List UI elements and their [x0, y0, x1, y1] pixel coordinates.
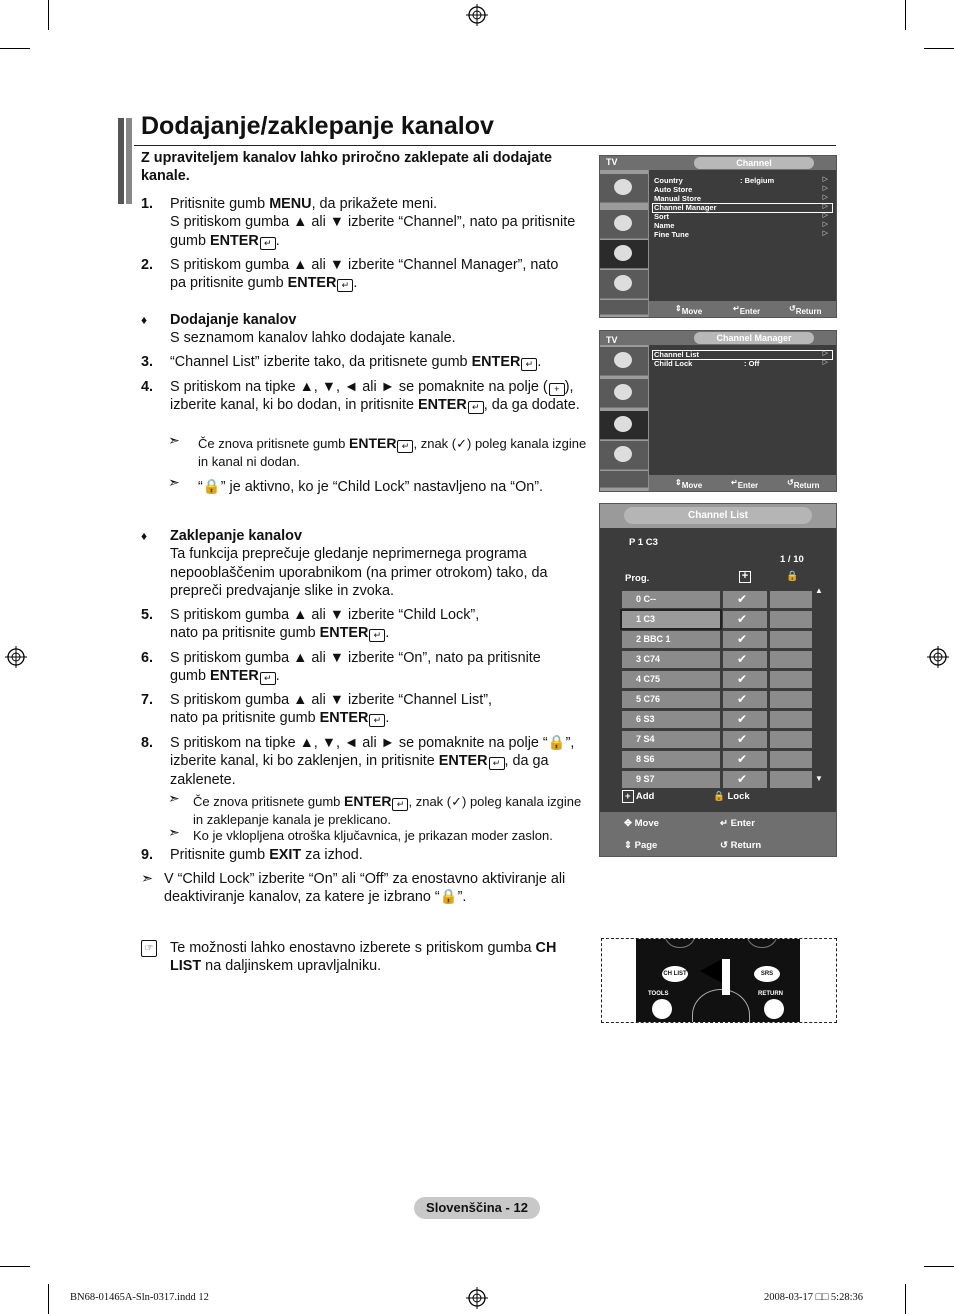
channel-row[interactable]	[622, 611, 720, 628]
bullet-icon: ♦	[141, 529, 148, 543]
channel-label: 5 C76	[636, 694, 661, 704]
move-hint: ✥ Move	[624, 818, 659, 829]
add-cell[interactable]	[723, 751, 767, 768]
lock-column-icon: 🔒	[786, 571, 799, 582]
note-arrow-icon: ➣	[168, 474, 180, 490]
step-number: 6.	[141, 650, 154, 666]
check-icon: ✔	[737, 752, 748, 766]
channel-row[interactable]	[622, 771, 720, 788]
note-text: “🔒” je aktivno, ko je “Child Lock” nastavljeno na “On”.	[198, 479, 544, 495]
registration-mark-icon	[466, 4, 488, 26]
add-cell[interactable]	[723, 671, 767, 688]
bullet-icon: ♦	[141, 313, 148, 327]
return-label: RETURN	[758, 991, 783, 997]
note-arrow-icon: ➣	[168, 824, 180, 840]
channel-row[interactable]	[622, 671, 720, 688]
enter-icon: ↵	[337, 279, 353, 292]
channel-row[interactable]	[622, 731, 720, 748]
channel-row[interactable]	[622, 651, 720, 668]
channel-label: 2 BBC 1	[636, 634, 671, 644]
channel-label: 0 C--	[636, 594, 656, 604]
add-cell[interactable]	[723, 611, 767, 628]
arrow-right-icon: ▷	[822, 185, 828, 192]
tv-screen-channel-list	[599, 503, 837, 857]
print-slug-right: 2008-03-17 □□ 5:28:36	[764, 1292, 864, 1303]
step-number: 4.	[141, 379, 154, 395]
note-text: V “Child Lock” izberite “On” ali “Off” za enostavno aktiviranje ali deaktiviranje kanalov, za katere je izbrano “🔒”.	[164, 871, 566, 906]
picture-menu-icon[interactable]	[600, 347, 648, 376]
add-legend: + Add	[622, 791, 654, 802]
lock-cell[interactable]	[770, 591, 812, 608]
arrow-right-icon: ▷	[822, 350, 828, 357]
step-7-text: S pritiskom gumba ▲ ali ▼ izberite “Channel List”, nato pa pritisnite gumb ENTER ↵ .	[170, 692, 493, 727]
registration-mark-icon	[466, 1287, 488, 1309]
note-arrow-icon: ➣	[168, 432, 180, 448]
step-number: 9.	[141, 847, 154, 863]
input-menu-icon[interactable]	[600, 300, 648, 315]
step-number: 7.	[141, 692, 154, 708]
arrow-right-icon: ▷	[822, 359, 828, 366]
screen-tag: TV	[606, 157, 618, 167]
tip-text: Te možnosti lahko enostavno izberete s pritiskom gumba CH LIST na daljinskem upravljalniku.	[170, 940, 557, 975]
print-slug-left: BN68-01465A-Sln-0317.indd 12	[70, 1292, 209, 1303]
tools-button[interactable]	[652, 999, 672, 1019]
enter-icon: ↵	[392, 798, 408, 811]
channel-label: 3 C74	[636, 654, 661, 664]
enter-icon: ↵	[468, 401, 484, 414]
add-column-icon: +	[739, 571, 751, 583]
step-6-text: S pritiskom gumba ▲ ali ▼ izberite “On”, nato pa pritisnite gumb ENTER ↵ .	[170, 650, 541, 685]
step-3-text: “Channel List” izberite tako, da pritisnete gumb ENTER ↵ .	[170, 354, 542, 370]
arrow-right-icon: ▷	[822, 194, 828, 201]
check-icon: ✔	[737, 712, 748, 726]
move-hint: ⇕ Move	[675, 478, 703, 490]
channel-menu-icon[interactable]	[600, 240, 648, 269]
lock-cell[interactable]	[770, 651, 812, 668]
arrow-right-icon: ▷	[822, 212, 828, 219]
screen-header	[600, 331, 836, 345]
crop-mark	[924, 1266, 954, 1267]
picture-menu-icon[interactable]	[600, 174, 648, 203]
channel-label: 9 S7	[636, 774, 655, 784]
enter-hint: ↵ Enter	[733, 304, 761, 316]
add-section: Dodajanje kanalov S seznamom kanalov lahko dodajate kanale.	[170, 312, 456, 347]
note-arrow-icon: ➣	[168, 790, 180, 806]
crop-mark	[905, 0, 906, 30]
menu-item[interactable]: Name	[654, 221, 675, 230]
title-accent-bar	[126, 118, 132, 204]
remote-control-illustration	[601, 938, 837, 1023]
current-channel: P 1 C3	[629, 537, 658, 548]
return-hint: ↺ Return	[789, 304, 822, 316]
check-icon: ✔	[737, 692, 748, 706]
crop-mark	[0, 48, 30, 49]
note-arrow-icon: ➣	[141, 871, 154, 887]
menu-sidebar	[600, 345, 648, 491]
step-number: 1.	[141, 196, 154, 212]
step-9-text: Pritisnite gumb EXIT za izhod.	[170, 847, 363, 863]
title-divider	[134, 145, 836, 146]
crop-mark	[48, 0, 49, 30]
step-number: 2.	[141, 257, 154, 273]
remote-button	[664, 938, 696, 948]
title-accent-bar	[118, 118, 124, 204]
lock-legend: 🔒 Lock	[713, 791, 750, 802]
registration-mark-icon	[5, 646, 27, 668]
page-title: Dodajanje/zaklepanje kanalov	[141, 112, 494, 140]
crop-mark	[0, 1266, 30, 1267]
enter-icon: ↵	[260, 672, 276, 685]
menu-item[interactable]: Channel List	[654, 350, 700, 359]
channel-row[interactable]	[622, 631, 720, 648]
page-hint: ⇕ Page	[624, 840, 658, 851]
add-cell[interactable]	[723, 711, 767, 728]
menu-item[interactable]: Country	[654, 176, 683, 185]
setup-menu-icon[interactable]	[600, 441, 648, 470]
channel-row[interactable]	[622, 691, 720, 708]
step-number: 5.	[141, 607, 154, 623]
remote-button	[746, 938, 778, 948]
step-8-text: S pritiskom na tipke ▲, ▼, ◄ ali ► se pomaknite na polje “🔒”, izberite kanal, ki bo zaklenjen, in pritisnite ENTER ↵ , da ga zaklenete.	[170, 735, 575, 788]
channel-label: 4 C75	[636, 674, 661, 684]
menu-item[interactable]: Channel Manager	[654, 203, 717, 212]
channel-label: 7 S4	[636, 734, 655, 744]
check-icon: ✔	[737, 732, 748, 746]
tv-screen-channel	[599, 155, 837, 318]
menu-item[interactable]: Fine Tune	[654, 230, 689, 239]
enter-icon: ↵	[521, 358, 537, 371]
add-cell[interactable]	[723, 771, 767, 788]
pointer-arrow-icon	[694, 955, 744, 995]
screen-title: Channel	[694, 157, 814, 169]
enter-icon: ↵	[489, 757, 505, 770]
screen-title: Channel List	[624, 507, 812, 524]
screen-title: Channel Manager	[694, 332, 814, 344]
ch-list-button[interactable]: CH LIST	[662, 966, 688, 982]
step-4-text: S pritiskom na tipke ▲, ▼, ◄ ali ► se pomaknite na polje ( + ), izberite kanal, ki bo dodan, in pritisnite ENTER ↵ , da ga dodate.	[170, 379, 580, 414]
screen-footer	[600, 812, 836, 856]
check-icon: ✔	[737, 592, 748, 606]
note-text: Če znova pritisnete gumb ENTER ↵ , znak (✓) poleg kanala izgine in kanal ni dodan.	[198, 435, 587, 469]
channel-row[interactable]	[622, 751, 720, 768]
channel-row[interactable]	[622, 711, 720, 728]
lock-cell[interactable]	[770, 671, 812, 688]
crop-mark	[48, 1284, 49, 1314]
setup-menu-icon[interactable]	[600, 270, 648, 299]
menu-list	[649, 170, 836, 301]
menu-list	[649, 345, 836, 475]
screen-tag: TV	[606, 335, 618, 345]
step-5-text: S pritiskom gumba ▲ ali ▼ izberite “Child Lock”, nato pa pritisnite gumb ENTER ↵ .	[170, 607, 480, 642]
lock-icon: 🔒	[202, 479, 221, 495]
scroll-up-icon[interactable]: ▲	[815, 586, 823, 595]
intro-text: Z upraviteljem kanalov lahko priročno zaklepate ali dodajate kanale.	[141, 150, 553, 185]
menu-item[interactable]: Manual Store	[654, 194, 702, 203]
return-hint: ↺ Return	[720, 840, 762, 851]
scroll-down-icon[interactable]: ▼	[815, 774, 823, 783]
step-number: 8.	[141, 735, 154, 751]
page-footer: Slovenščina - 12	[414, 1197, 540, 1219]
add-cell[interactable]	[723, 651, 767, 668]
page-indicator: 1 / 10	[780, 554, 804, 565]
lock-cell[interactable]	[770, 711, 812, 728]
channel-row[interactable]	[622, 591, 720, 608]
sound-menu-icon[interactable]	[600, 210, 648, 239]
note-text: Če znova pritisnete gumb ENTER ↵ , znak (✓) poleg kanala izgine in zaklepanje kanala je preklicano.	[193, 793, 582, 827]
tools-label: TOOLS	[648, 991, 669, 997]
menu-item[interactable]: Sort	[654, 212, 669, 221]
lock-cell[interactable]	[770, 751, 812, 768]
lock-cell[interactable]	[770, 611, 812, 628]
lock-cell[interactable]	[770, 631, 812, 648]
channel-label: 8 S6	[636, 754, 655, 764]
step-number: 3.	[141, 354, 154, 370]
arrow-right-icon: ▷	[822, 221, 828, 228]
lock-section: Zaklepanje kanalov Ta funkcija preprečuje gledanje neprimernega programa nepooblaščenim uporabnikom (na primer otrokom) tako, da prepreči predvajanje slike in zvoka.	[170, 528, 548, 600]
arrow-right-icon: ▷	[822, 203, 828, 210]
menu-sidebar	[600, 170, 648, 317]
channel-menu-icon[interactable]	[600, 411, 648, 440]
screen-footer	[649, 475, 836, 491]
screen-header	[600, 156, 836, 170]
lock-icon: 🔒	[439, 889, 458, 906]
menu-item-value: : Off	[744, 359, 760, 368]
channel-label: 1 C3	[636, 614, 656, 624]
input-menu-icon[interactable]	[600, 471, 648, 488]
return-button[interactable]	[764, 999, 784, 1019]
channel-label: 6 S3	[636, 714, 655, 724]
crop-mark	[905, 1284, 906, 1314]
lock-cell[interactable]	[770, 691, 812, 708]
enter-icon: ↵	[369, 629, 385, 642]
check-icon: ✔	[737, 632, 748, 646]
arrow-right-icon: ▷	[822, 230, 828, 237]
note-icon: ☞	[141, 940, 157, 957]
arrow-right-icon: ▷	[822, 176, 828, 183]
check-icon: ✔	[737, 772, 748, 786]
lock-cell[interactable]	[770, 731, 812, 748]
prog-header: Prog.	[625, 573, 650, 584]
enter-icon: ↵	[260, 237, 276, 250]
srs-button[interactable]: SRS	[754, 966, 780, 982]
note-text: Ko je vklopljena otroška ključavnica, je prikazan moder zaslon.	[193, 828, 553, 843]
registration-mark-icon	[927, 646, 949, 668]
add-cell[interactable]	[723, 691, 767, 708]
tv-screen-channel-manager	[599, 330, 837, 492]
enter-icon: ↵	[369, 714, 385, 727]
menu-item-value: : Belgium	[740, 176, 775, 185]
enter-hint: ↵ Enter	[731, 478, 759, 490]
add-cell[interactable]	[723, 631, 767, 648]
lock-icon: 🔒	[547, 735, 566, 751]
add-cell[interactable]	[723, 731, 767, 748]
check-icon: ✔	[737, 672, 748, 686]
move-hint: ⇕ Move	[675, 304, 703, 316]
crop-mark	[924, 48, 954, 49]
menu-item[interactable]: Auto Store	[654, 185, 693, 194]
menu-item[interactable]: Child Lock	[654, 359, 693, 368]
lock-cell[interactable]	[770, 771, 812, 788]
check-icon: ✔	[737, 612, 748, 626]
enter-icon: ↵	[397, 440, 413, 453]
add-cell[interactable]	[723, 591, 767, 608]
screen-header	[600, 504, 836, 528]
step-2-text: S pritiskom gumba ▲ ali ▼ izberite “Channel Manager”, nato pa pritisnite gumb ENTER ↵ .	[170, 257, 559, 292]
sound-menu-icon[interactable]	[600, 379, 648, 408]
check-icon: ✔	[737, 652, 748, 666]
enter-hint: ↵ Enter	[720, 818, 755, 829]
screen-footer	[649, 301, 836, 317]
step-1-text: Pritisnite gumb MENU, da prikažete meni. S pritiskom gumba ▲ ali ▼ izberite “Channel”, nato pa pritisnite gumb ENTER ↵ .	[170, 196, 576, 249]
add-icon: +	[549, 383, 565, 396]
return-hint: ↺ Return	[787, 478, 820, 490]
